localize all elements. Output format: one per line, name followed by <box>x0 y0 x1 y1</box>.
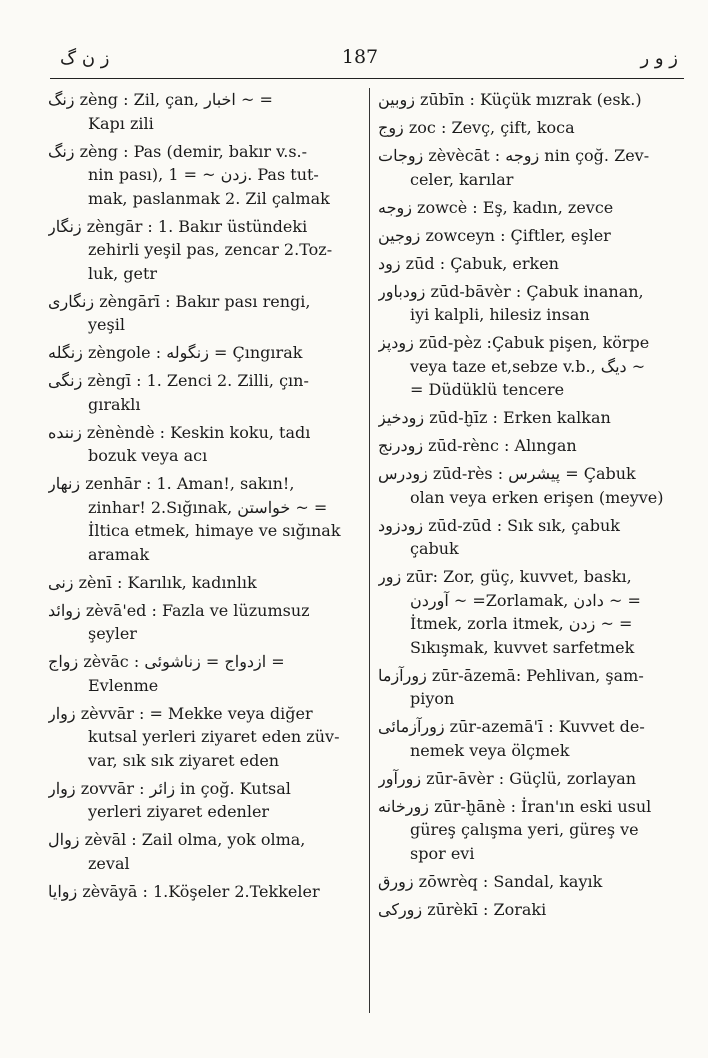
entry-continuation: olan veya erken erişen (meyve) <box>410 487 664 507</box>
dictionary-entry <box>48 472 360 566</box>
header-rule <box>50 78 684 79</box>
entry-continuation: zinhar! 2.Sığınak, خواستن ~ = <box>88 497 328 517</box>
dictionary-entry <box>378 462 683 509</box>
entry-headline: زودپز zūd-pèz :Çabuk pişen, körpe <box>378 333 650 352</box>
entry-continuation: = Düdüklü tencere <box>410 380 565 399</box>
dictionary-entry <box>48 880 360 904</box>
dictionary-entry <box>48 702 360 773</box>
entry-continuation: gıraklı <box>88 394 141 414</box>
dictionary-entry <box>48 650 360 697</box>
dictionary-entry <box>48 828 360 875</box>
entry-continuation: çabuk <box>410 539 459 558</box>
entry-continuation: zehirli yeşil pas, zencar 2.Toz- <box>88 240 333 259</box>
dictionary-entry <box>378 406 683 430</box>
entry-headline: زننده zènèndè : Keskin koku, tadı <box>48 422 311 442</box>
entry-continuation: İltica etmek, himaye ve sığınak <box>88 521 341 540</box>
dictionary-entry <box>378 795 683 866</box>
entry-headline: زود zūd : Çabuk, erken <box>378 253 559 273</box>
entry-headline: زنگاری zèngārī : Bakır pası rengi, <box>48 291 311 311</box>
entry-continuation: Evlenme <box>88 675 159 695</box>
entry-continuation: yeşil <box>88 315 125 334</box>
dictionary-entry <box>378 331 683 402</box>
entry-continuation: aramak <box>88 544 150 564</box>
entry-continuation: var, sık sık ziyaret eden <box>88 750 280 770</box>
entry-headline: زورکی zūrèkī : Zoraki <box>378 899 547 919</box>
entry-headline: زنی zènī : Karılık, kadınlık <box>48 572 257 592</box>
dictionary-entry <box>378 898 683 922</box>
entry-continuation: yerleri ziyaret edenler <box>88 802 270 821</box>
header-left-guide-word: ز ن گ <box>60 48 110 69</box>
entry-headline: زوجات zèvècāt : زوجه nin çoğ. Zev- <box>378 146 650 165</box>
page-number: 187 <box>341 46 379 68</box>
entry-continuation: güreş çalışma yeri, güreş ve <box>410 820 639 839</box>
entry-continuation: zeval <box>88 853 130 873</box>
entry-headline: زودرس zūd-rès : پیشرس = Çabuk <box>378 464 636 483</box>
entry-headline: زوائد zèvā'ed : Fazla ve lüzumsuz <box>48 600 310 620</box>
entry-continuation: Sıkışmak, kuvvet sarfetmek <box>410 637 635 657</box>
entry-continuation: nemek veya ölçmek <box>410 740 570 760</box>
entry-headline: زودزود zūd-zūd : Sık sık, çabuk <box>378 515 620 535</box>
entry-headline: زوجین zowceyn : Çiftler, eşler <box>378 225 611 245</box>
entry-continuation: piyon <box>410 689 455 708</box>
entry-continuation: kutsal yerleri ziyaret eden züv- <box>88 727 340 746</box>
dictionary-entry <box>378 565 683 659</box>
column-divider <box>369 88 370 1013</box>
entry-headline: زورق zōwrèq : Sandal, kayık <box>378 871 603 891</box>
entry-headline: زورآزما zūr-āzemā: Pehlivan, şam- <box>378 665 644 685</box>
dictionary-entry <box>48 421 360 468</box>
dictionary-entry <box>378 88 683 112</box>
entry-headline: زوج zoc : Zevç, çift, koca <box>378 118 575 137</box>
dictionary-entry <box>48 777 360 824</box>
entry-headline: زواج zèvāc : ازدواج = زناشوئی = <box>48 652 285 671</box>
dictionary-entry <box>378 514 683 561</box>
right-column <box>378 88 683 926</box>
dictionary-entry <box>48 599 360 646</box>
dictionary-entry <box>48 290 360 337</box>
entry-headline: زنگار zèngār : 1. Bakır üstündeki <box>48 216 308 236</box>
dictionary-entry <box>378 224 683 248</box>
dictionary-entry <box>48 215 360 286</box>
dictionary-entry <box>378 767 683 791</box>
entry-continuation: Kapı zili <box>88 113 154 133</box>
dictionary-entry <box>378 715 683 762</box>
entry-continuation: celer, karılar <box>410 169 514 189</box>
entry-headline: زنهار zenhār : 1. Aman!, sakın!, <box>48 474 295 493</box>
entry-headline: زورآزمائی zūr-azemā'ī : Kuvvet de- <box>378 717 645 736</box>
dictionary-entry <box>378 434 683 458</box>
dictionary-entry <box>48 571 360 595</box>
dictionary-entry <box>378 196 683 220</box>
dictionary-entry <box>378 116 683 140</box>
entry-headline: زوجه zowcè : Eş, kadın, zevce <box>378 197 614 217</box>
entry-continuation: spor evi <box>410 843 475 863</box>
entry-continuation: bozuk veya acı <box>88 446 208 465</box>
entry-headline: زوبین zūbīn : Küçük mızrak (esk.) <box>378 90 642 109</box>
entry-headline: زوایا zèvāyā : 1.Köşeler 2.Tekkeler <box>48 881 320 901</box>
entry-continuation: luk, getr <box>88 263 158 283</box>
dictionary-entry <box>378 280 683 327</box>
entry-headline: زودخیز zūd-ḫīz : Erken kalkan <box>378 408 611 427</box>
entry-continuation: veya taze et,sebze v.b., دیگ ~ <box>410 356 646 376</box>
entry-continuation: nin pası), زدن ~ = 1. Pas tut- <box>88 165 319 184</box>
entry-headline: زودرنج zūd-rènc : Alıngan <box>378 436 577 455</box>
entry-headline: زنگی zèngī : 1. Zenci 2. Zilli, çın- <box>48 371 309 390</box>
entry-continuation: آوردن ~ =Zorlamak, دادن ~ = <box>410 590 641 610</box>
entry-headline: زنگ zèng : Zil, çan, اخبار ~ = <box>48 90 273 109</box>
entry-headline: زوار zovvār : زائر in çoğ. Kutsal <box>48 778 291 798</box>
entry-headline: زودباور zūd-bāvèr : Çabuk inanan, <box>378 281 644 301</box>
dictionary-entry <box>378 144 683 191</box>
left-column <box>48 88 360 908</box>
entry-continuation: iyi kalpli, hilesiz insan <box>410 305 590 324</box>
header-right-guide-word: ز و ر <box>640 48 678 69</box>
dictionary-entry <box>48 88 360 135</box>
entry-continuation: İtmek, zorla itmek, زدن ~ = <box>410 614 633 633</box>
entry-headline: زنگ zèng : Pas (demir, bakır v.s.- <box>48 141 308 161</box>
entry-headline: زنگله zèngole : زنگوله = Çıngırak <box>48 343 303 362</box>
entry-headline: زوار zèvvār : = Mekke veya diğer <box>48 703 313 723</box>
entry-headline: زور zūr: Zor, güç, kuvvet, baskı, <box>378 567 632 586</box>
entry-headline: زوال zèvāl : Zail olma, yok olma, <box>48 830 306 849</box>
dictionary-entry <box>378 252 683 276</box>
entry-continuation: şeyler <box>88 624 137 643</box>
dictionary-entry <box>48 369 360 416</box>
entry-continuation: mak, paslanmak 2. Zil çalmak <box>88 188 330 208</box>
dictionary-entry <box>378 664 683 711</box>
dictionary-entry <box>48 341 360 365</box>
dictionary-entry <box>378 870 683 894</box>
dictionary-entry <box>48 140 360 211</box>
entry-headline: زورخانه zūr-ḫānè : İran'ın eski usul <box>378 796 652 816</box>
entry-headline: زورآور zūr-āvèr : Güçlü, zorlayan <box>378 768 637 788</box>
page-header <box>0 40 708 76</box>
